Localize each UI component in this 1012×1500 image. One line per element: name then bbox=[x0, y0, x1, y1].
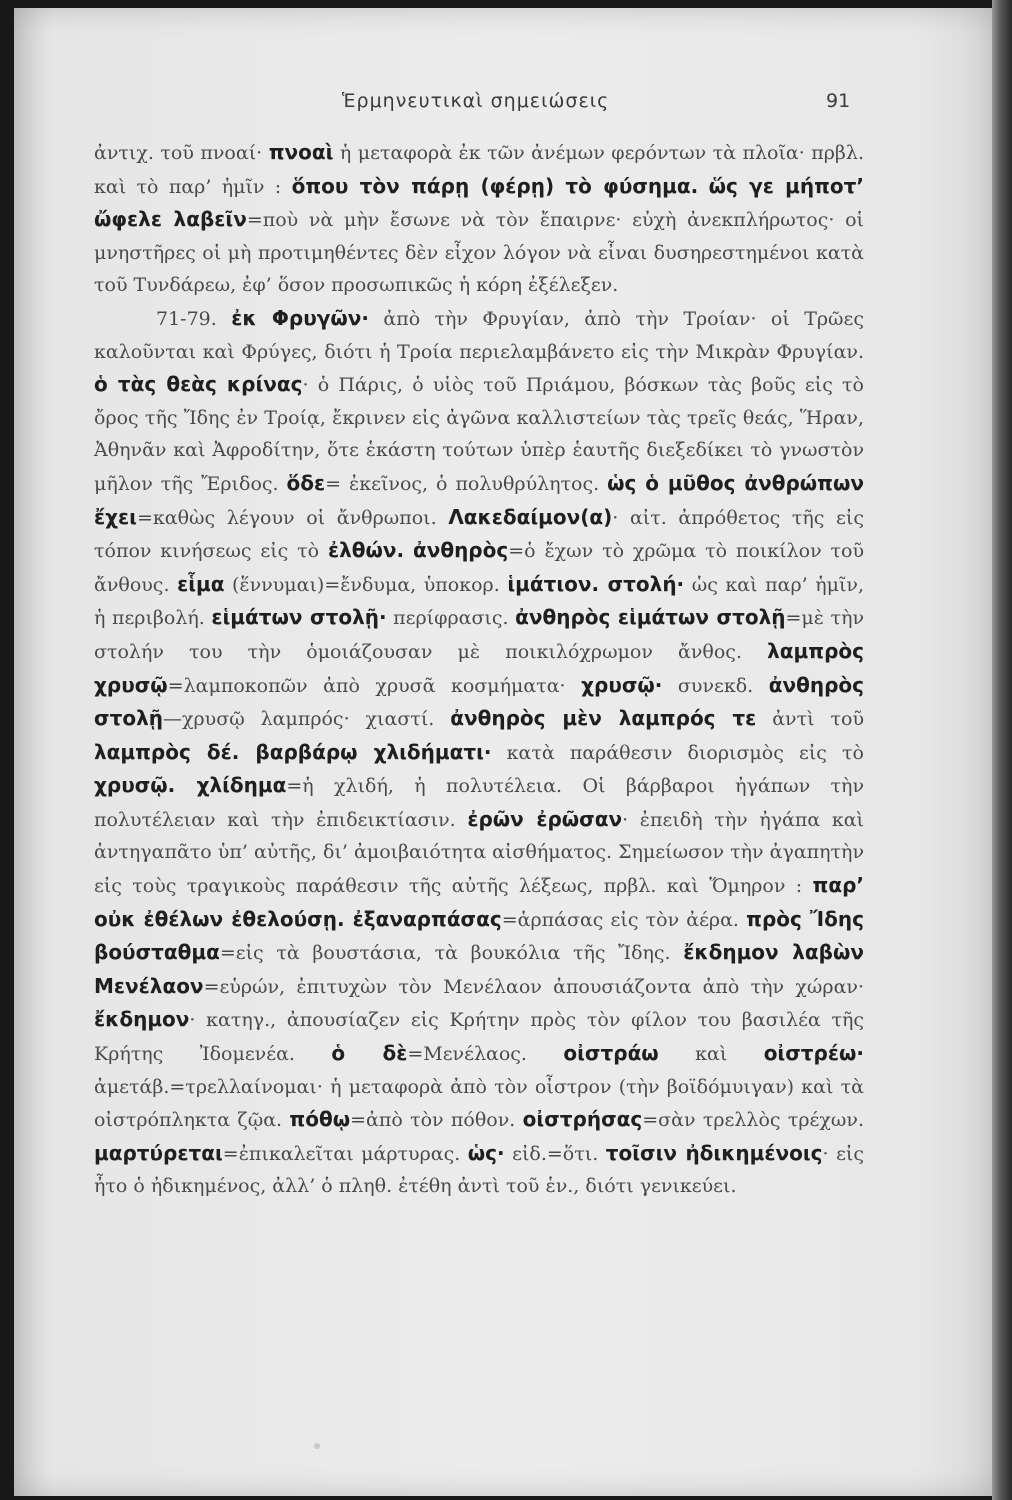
paragraph bbox=[94, 136, 864, 302]
paragraph bbox=[94, 302, 864, 1203]
lemma: οἰστράω bbox=[563, 1041, 659, 1066]
gloss: εἰδ.=ὅτι. bbox=[504, 1142, 606, 1165]
lemma: ἐλθών. bbox=[327, 538, 405, 563]
gloss: ἀπὸ τὴν Φρυγίαν, ἀπὸ τὴν Τροίαν· οἱ Τρῶες καλοῦνται καὶ Φρύγες, διότι ἡ Τροία περιελαμβάνετο εἰς τὴν Μικρὰν Φρυγίαν. bbox=[94, 307, 865, 363]
lemma: λαμπρὸς δέ. βαρβάρῳ χλιδήματι· bbox=[94, 739, 492, 764]
lemma: ὅδε bbox=[286, 470, 326, 495]
lemma: χρυσῷ. χλίδημα bbox=[94, 773, 287, 798]
gloss: =ἀπὸ τὸν πόθον. bbox=[350, 1109, 523, 1132]
gloss: = ἐκεῖνος, ὁ πολυθρύλητος. bbox=[325, 472, 608, 495]
page-smudge bbox=[314, 1443, 320, 1449]
book-edge bbox=[992, 0, 1012, 1500]
lemma: ἐρῶν ἐρῶσαν bbox=[467, 806, 623, 831]
gloss: · αἰτ. ἀπρόθετος τῆς εἰς τόπον κινήσεως εἰς τὸ bbox=[94, 506, 864, 563]
lemma: ὡς ὁ μῦθος ἀνθρώπων ἔχει bbox=[94, 470, 864, 529]
lemma: ἀνθηρὸς εἱμάτων στολῇ bbox=[515, 605, 786, 630]
lemma: ἔκδημον λαβὼν Μενέλαον bbox=[94, 940, 864, 998]
lemma: παρ’ οὐκ ἐθέλων ἐθελούσῃ. ἐξαναρπάσας bbox=[94, 873, 864, 931]
gloss: =λαμποκοπῶν ἀπὸ χρυσᾶ κοσμήματα· bbox=[167, 674, 582, 697]
gloss: ἡ μεταφορὰ ἐκ τῶν ἀνέμων φερόντων τὰ πλοῖα· πρβλ. καὶ τὸ παρ’ ἡμῖν : bbox=[94, 142, 864, 198]
lemma: ἔκδημον bbox=[94, 1007, 190, 1032]
lemma: ὁ τὰς θεὰς κρίνας bbox=[94, 372, 303, 397]
lemma: οἰστρήσας bbox=[522, 1107, 643, 1132]
lemma: ὅπου τὸν πάρῃ (φέρῃ) τὸ φύσημα. bbox=[291, 173, 699, 198]
gloss: =ἐπικαλεῖται μάρτυρας. bbox=[222, 1142, 468, 1165]
lemma: ὥς γε μήποτ’ ὤφελε λαβεῖν bbox=[94, 173, 865, 232]
gloss: =ὁ ἔχων τὸ χρῶμα τὸ ποικίλον τοῦ ἄνθους. bbox=[94, 540, 864, 596]
gloss: περίφρασις. bbox=[386, 607, 516, 630]
gloss: =μὲ τὴν στολήν του τὴν ὁμοιάζουσαν μὲ ποικιλόχρωμον ἄνθος. bbox=[94, 607, 865, 663]
lemma: Λακεδαίμον(α) bbox=[448, 504, 613, 529]
gloss: 71-79. bbox=[156, 307, 232, 330]
gloss: =ποὺ νὰ μὴν ἔσωνε νὰ τὸν ἔπαιρνε· εὐχὴ ἀνεκπλήρωτος· οἱ μνηστῆρες οἱ μὴ προτιμηθέντες δὲν εἶχον λόγον νὰ εἶναι δυσηρεστημένοι κατὰ τοῦ Τυνδάρεω, ἐφ’ ὅσον προσωπικῶς ἡ κόρη ἐξέλεξεν. bbox=[94, 209, 864, 297]
page-number: 91 bbox=[826, 90, 851, 112]
lemma: πνοαὶ bbox=[268, 140, 334, 164]
lemma: ἱμάτιον. στολή· bbox=[507, 571, 685, 596]
lemma: μαρτύρεται bbox=[94, 1140, 223, 1165]
gloss: · ἐπειδὴ τὴν ἠγάπα καὶ ἀντηγαπᾶτο ὑπ’ αὐτῆς, δι’ ἀμοιβαιότητα αἰσθήματος. Σημείωσον τὴν ἀγαπητὴν εἰς τοὺς τραγικοὺς παράθεσιν τῆς αὐτῆς λέξεως, πρβλ. καὶ Ὅμηρον : bbox=[94, 808, 865, 898]
gloss: =εὑρών, ἐπιτυχὼν τὸν Μενέλαον ἀπουσιάζοντα ἀπὸ τὴν χώραν· bbox=[203, 975, 864, 998]
lemma: ἐκ Φρυγῶν· bbox=[231, 305, 369, 330]
lemma: ἀνθηρὸς στολῇ bbox=[94, 672, 864, 731]
lemma: πόθῳ bbox=[289, 1107, 351, 1132]
gloss: · ὁ Πάρις, ὁ υἱὸς τοῦ Πριάμου, βόσκων τὰς βοῦς εἰς τὸ ὄρος τῆς Ἴδης ἐν Τροίᾳ, ἔκρινεν εἰς ἀγῶνα καλλιστείων τὰς τρεῖς θεάς, Ἥραν, Ἀθηνᾶν καὶ Ἀφροδίτην, ὅτε ἑκάστη τούτων ὑπὲρ ἑαυτῆς διεξεδίκει τὸ γνωστὸν μῆλον τῆς Ἔριδος. bbox=[94, 374, 864, 495]
gloss: συνεκδ. bbox=[662, 674, 769, 697]
gloss: =σὰν τρελλὸς τρέχων. bbox=[642, 1109, 864, 1132]
gloss: · εἰς ἦτο ὁ ἠδικημένος, ἀλλ’ ὁ πληθ. ἐτέθη ἀντὶ τοῦ ἑν., διότι γενικεύει. bbox=[94, 1142, 864, 1198]
gloss bbox=[698, 176, 708, 198]
lemma: ἀνθηρὸς bbox=[412, 538, 509, 563]
lemma: ἀνθηρὸς μὲν λαμπρός τε bbox=[450, 706, 757, 731]
gloss: =εἰς τὰ βουστάσια, τὰ βουκόλια τῆς Ἴδης. bbox=[219, 942, 684, 965]
gloss: καὶ bbox=[658, 1043, 764, 1066]
gloss: · κατηγ., ἀπουσίαζεν εἰς Κρήτην πρὸς τὸν φίλον του βασιλέα τῆς Κρήτης Ἰδομενέα. bbox=[94, 1009, 864, 1066]
gloss: =ἡ χλιδή, ἡ πολυτέλεια. Οἱ βάρβαροι ἠγάπων τὴν πολυτέλειαν καὶ τὴν ἐπιδεικτίασιν. bbox=[94, 775, 864, 831]
running-head: Ἑρμηνευτικαὶ σημειώσεις bbox=[342, 90, 610, 112]
gloss: ἀμετάβ.=τρελλαίνομαι· ἡ μεταφορὰ ἀπὸ τὸν οἶστρον (τὴν βοϊδόμυιγαν) καὶ τὰ οἰστρόπληκτα ζῷα. bbox=[94, 1075, 864, 1132]
gloss: =ἁρπάσας εἰς τὸν ἀέρα. bbox=[501, 908, 747, 931]
lemma: χρυσῷ· bbox=[581, 672, 663, 697]
gloss: κατὰ παράθεσιν διορισμὸς εἰς τὸ bbox=[491, 741, 864, 764]
lemma: λαμπρὸς χρυσῷ bbox=[94, 638, 864, 697]
lemma: ὡς· bbox=[467, 1140, 505, 1165]
gloss: —χρυσῷ λαμπρός· χιαστί. bbox=[162, 708, 451, 731]
gloss: ἀντιχ. τοῦ πνοαί· bbox=[94, 142, 269, 164]
lemma: πρὸς Ἴδης βούσταθμα bbox=[94, 906, 864, 965]
commentary-text bbox=[94, 136, 864, 1203]
lemma: εἷμα bbox=[177, 571, 225, 596]
book-page bbox=[14, 8, 994, 1496]
gloss: =καθὼς λέγουν οἱ ἄνθρωποι. bbox=[136, 506, 449, 529]
gloss: ἀντὶ τοῦ bbox=[756, 708, 865, 731]
lemma: ὁ δὲ bbox=[331, 1041, 408, 1066]
lemma: τοῖσιν ἠδικημένοις bbox=[605, 1140, 823, 1165]
gloss bbox=[404, 540, 413, 562]
gloss: =Μενέλαος. bbox=[407, 1043, 564, 1066]
gloss: ὡς καὶ παρ’ ἡμῖν, ἡ περιβολή. bbox=[94, 573, 864, 630]
gloss: (ἕννυμαι)=ἔνδυμα, ὑποκορ. bbox=[224, 573, 508, 596]
lemma: εἱμάτων στολῇ· bbox=[211, 605, 387, 630]
lemma: οἰστρέω· bbox=[763, 1041, 864, 1066]
